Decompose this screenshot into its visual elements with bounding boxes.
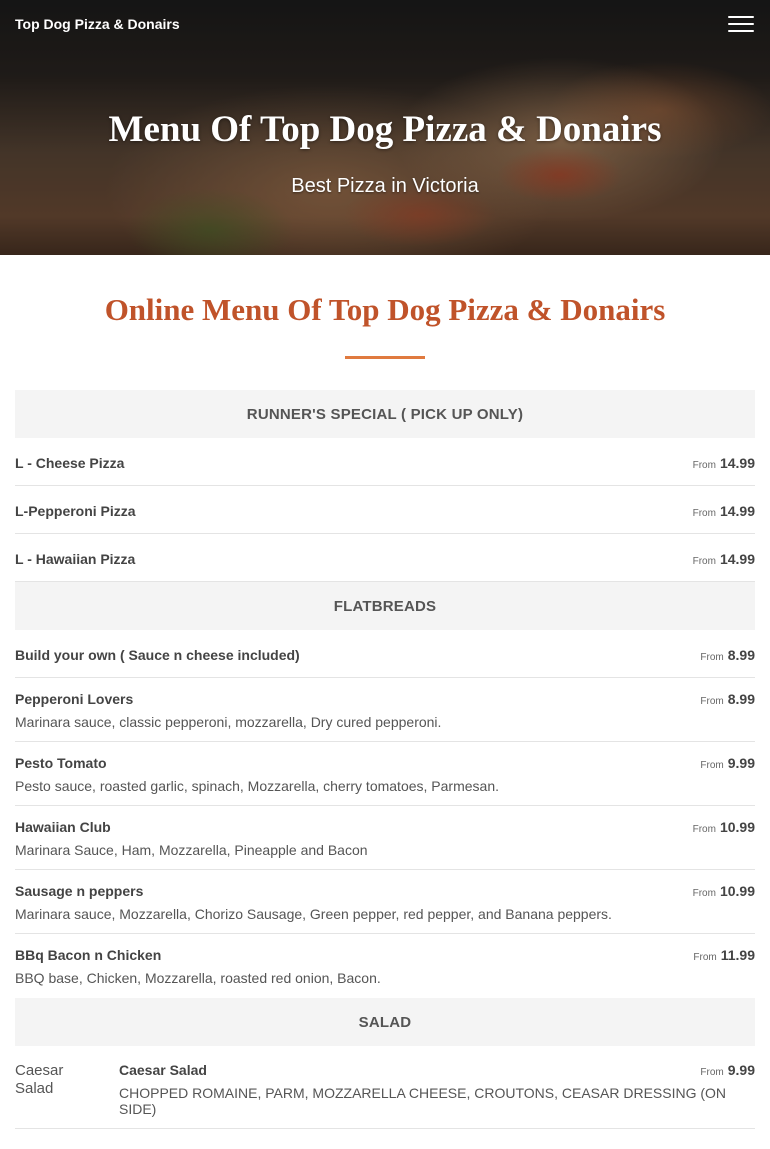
menu-item[interactable] <box>15 1046 755 1129</box>
menu-item[interactable] <box>15 806 755 870</box>
brand-link[interactable]: Top Dog Pizza & Donairs <box>15 16 180 32</box>
page-title: Online Menu Of Top Dog Pizza & Donairs <box>104 292 666 327</box>
category-header: FLATBREADS <box>15 582 755 630</box>
price-prefix: From <box>693 952 717 963</box>
menu-item[interactable] <box>15 486 755 534</box>
item-description: Pesto sauce, roasted garlic, spinach, Mozzarella, cherry tomatoes, Parmesan. <box>15 778 499 794</box>
item-description: Marinara Sauce, Ham, Mozzarella, Pineapple and Bacon <box>15 842 368 858</box>
item-price: From 10.99 <box>692 819 755 835</box>
menu-item[interactable] <box>15 870 755 934</box>
item-name: L-Pepperoni Pizza <box>15 503 136 519</box>
item-name: Sausage n peppers <box>15 883 144 899</box>
item-name: Pepperoni Lovers <box>15 691 134 707</box>
item-name: Hawaiian Club <box>15 819 111 835</box>
item-price: From 10.99 <box>692 883 755 899</box>
item-price: From 14.99 <box>692 455 755 471</box>
menu-item[interactable] <box>15 678 755 742</box>
price-prefix: From <box>692 824 716 835</box>
price-prefix: From <box>700 760 724 771</box>
item-price: From 11.99 <box>693 947 755 963</box>
item-image-placeholder[interactable]: Caesar Salad <box>15 1062 64 1097</box>
item-price: From 8.99 <box>700 691 755 707</box>
price-prefix: From <box>700 652 724 663</box>
item-name: Caesar Salad <box>119 1062 207 1078</box>
hero-banner <box>0 0 770 255</box>
price-prefix: From <box>700 1067 724 1078</box>
item-description: Marinara sauce, Mozzarella, Chorizo Sausage, Green pepper, red pepper, and Banana peppers. <box>15 906 612 922</box>
item-name: Pesto Tomato <box>15 755 107 771</box>
hamburger-icon[interactable] <box>728 14 756 34</box>
item-name: L - Hawaiian Pizza <box>15 551 136 567</box>
category-header: RUNNER'S SPECIAL ( PICK UP ONLY) <box>15 390 755 438</box>
item-description: CHOPPED ROMAINE, PARM, MOZZARELLA CHEESE, CROUTONS, CEASAR DRESSING (ON SIDE) <box>119 1085 727 1117</box>
item-price: From 14.99 <box>692 503 755 519</box>
item-name: Build your own ( Sauce n cheese included) <box>15 647 300 663</box>
price-prefix: From <box>692 888 716 899</box>
hero-title: Menu Of Top Dog Pizza & Donairs <box>108 109 662 150</box>
menu-list <box>15 390 755 1129</box>
item-name: BBq Bacon n Chicken <box>15 947 162 963</box>
item-price: From 14.99 <box>692 551 755 567</box>
item-price: From 9.99 <box>700 755 755 771</box>
price-prefix: From <box>700 696 724 707</box>
price-prefix: From <box>692 460 716 471</box>
menu-item[interactable] <box>15 742 755 806</box>
item-description: Marinara sauce, classic pepperoni, mozzarella, Dry cured pepperoni. <box>15 714 442 730</box>
menu-item[interactable] <box>15 630 755 678</box>
hero-subtitle: Best Pizza in Victoria <box>291 175 479 197</box>
menu-item[interactable] <box>15 438 755 486</box>
item-name: L - Cheese Pizza <box>15 455 125 471</box>
category-header: SALAD <box>15 998 755 1046</box>
item-price: From 8.99 <box>700 647 755 663</box>
item-description: BBQ base, Chicken, Mozzarella, roasted red onion, Bacon. <box>15 970 381 986</box>
item-price: From 9.99 <box>700 1062 755 1078</box>
menu-item[interactable] <box>15 534 755 582</box>
price-prefix: From <box>692 556 716 567</box>
menu-item[interactable] <box>15 934 755 998</box>
heading-divider <box>345 356 425 359</box>
price-prefix: From <box>692 508 716 519</box>
